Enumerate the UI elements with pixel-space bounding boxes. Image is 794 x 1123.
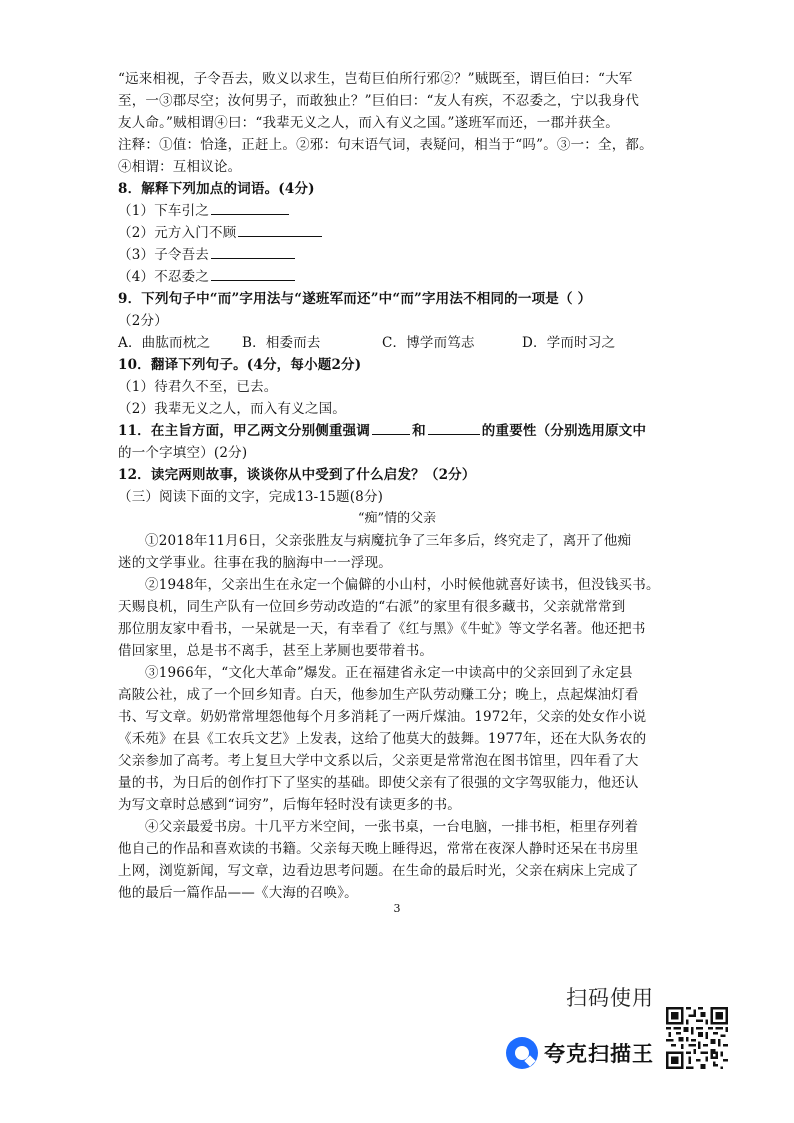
option-c[interactable]: C．博学而笃志 (382, 335, 475, 351)
paragraph-line: 他的最后一篇作品——《大海的召唤》。 (118, 885, 358, 901)
paragraph-line: ④父亲最爱书房。十几平方米空间，一张书桌，一台电脑，一排书柜，柜里存列着 (145, 819, 639, 835)
article-paragraph-4 (118, 816, 676, 904)
question-11-text: 的重要性（分别选用原文中 (481, 423, 647, 439)
question-9 (118, 288, 676, 354)
page-number: 3 (393, 902, 401, 915)
item-label: （1）下车引之 (118, 203, 209, 219)
paragraph-line: 书、写文章。奶奶常常埋怨他每个月多消耗了一两斤煤油。1972年，父亲的处女作小说 (118, 709, 647, 725)
option-b[interactable]: B．相委而去 (242, 335, 321, 351)
answer-blank[interactable] (428, 420, 480, 435)
section-3-head: （三）阅读下面的文字，完成13-15题(8分) (118, 489, 384, 505)
quark-logo-icon (506, 1037, 538, 1069)
annotation-line: ④相谓：互相议论。 (118, 159, 242, 175)
paragraph-line: 上网，浏览新闻，写文章，边看边思考问题。在生命的最后时光，父亲在病床上完成了 (118, 863, 639, 879)
paragraph-line: ②1948年，父亲出生在永定一个偏僻的小山村，小时候他就喜好读书，但没钱买书。 (145, 577, 660, 593)
paragraph-line: 他自己的作品和喜欢读的书籍。父亲每天晚上睡得迟，常常在夜深人静时还呆在书房里 (118, 841, 639, 857)
passage-line: “远来相视，子令吾去，败义以求生，岂荀巨伯所行邪②？”贼既至，谓巨伯曰：“大军 (118, 71, 633, 87)
option-a[interactable]: A．曲肱而枕之 (118, 335, 211, 351)
question-12-head: 12．读完两则故事，谈谈你从中受到了什么启发？（2分） (118, 467, 476, 483)
answer-blank[interactable] (211, 200, 289, 215)
question-11-text: 11．在主旨方面，甲乙两文分别侧重强调 (118, 423, 371, 439)
question-8-item (118, 200, 676, 222)
scan-watermark-text: 扫码使用 (566, 986, 654, 1010)
scanner-brand-name: 夸克扫描王 (544, 1042, 654, 1066)
answer-blank[interactable] (372, 420, 410, 435)
article-paragraph-1 (118, 530, 676, 574)
exam-page-content (118, 68, 676, 904)
passage-intro (118, 68, 676, 178)
question-10-item: （1）待君久不至，已去。 (118, 379, 278, 395)
paragraph-line: 那位朋友家中看书，一呆就是一天，有幸看了《红与黑》《牛虻》等文学名著。他还把书 (118, 621, 646, 637)
paragraph-line: 为写文章时总感到“词穷”，后悔年轻时没有读更多的书。 (118, 797, 462, 813)
paragraph-line: 高陂公社，成了一个回乡知青。白天，他参加生产队劳动赚工分；晚上，点起煤油灯看 (118, 687, 639, 703)
paragraph-line: ③1966年，“文化大革命”爆发。正在福建省永定一中读高中的父亲回到了永定县 (145, 665, 633, 681)
item-label: （4）不忍委之 (118, 269, 209, 285)
article-title: “痴”情的父亲 (357, 511, 437, 526)
question-11 (118, 420, 676, 464)
paragraph-line: 借回家里，总是书不离手，甚至上茅厕也要带着书。 (118, 643, 434, 659)
answer-blank[interactable] (211, 244, 295, 259)
question-10-item: （2）我辈无义之人，而入有义之国。 (118, 401, 346, 417)
passage-line: 至，一③郡尽空；汝何男子，而敢独止？”巨伯曰：“友人有疾，不忍委之，宁以我身代 (118, 93, 640, 109)
question-8 (118, 178, 676, 288)
question-11-line1 (118, 420, 676, 442)
paragraph-line: ①2018年11月6日，父亲张胜友与病魔抗争了三年多后，终究走了，离开了他痴 (145, 533, 632, 549)
question-9-options (118, 332, 676, 354)
scanner-brand (506, 1037, 654, 1069)
question-8-item (118, 266, 676, 288)
question-8-item (118, 244, 676, 266)
article-paragraph-2 (118, 574, 676, 662)
option-d[interactable]: D．学而时习之 (522, 335, 616, 351)
answer-blank[interactable] (211, 266, 295, 281)
item-label: （3）子令吾去 (118, 247, 209, 263)
paragraph-line: 《禾苑》在县《工农兵文艺》上发表，这给了他莫大的鼓舞。1977年，还在大队务农的 (118, 731, 647, 747)
answer-blank[interactable] (238, 222, 322, 237)
paragraph-line: 迷的文学事业。往事在我的脑海中一一浮现。 (118, 555, 392, 571)
annotation-line: 注释：①值：恰逢，正赶上。②邪：句末语气词，表疑问，相当于“吗”。③一：全，都。 (118, 137, 653, 153)
qr-code-icon[interactable] (666, 1007, 728, 1069)
question-12 (118, 464, 676, 486)
passage-line: 友人命。”贼相谓④曰：“我辈无义之人，而入有义之国。”遂班军而还，一郡并获全。 (118, 115, 620, 131)
section-3 (118, 486, 676, 904)
question-11-line2: 的一个字填空）(2分) (118, 445, 248, 461)
paragraph-line: 量的书，为日后的创作打下了坚实的基础。即使父亲有了很强的文字驾驭能力，他还认 (118, 775, 639, 791)
paragraph-line: 天赐良机，同生产队有一位回乡劳动改造的“右派”的家里有很多藏书，父亲就常常到 (118, 599, 626, 615)
question-9-head: 9．下列句子中“而”字用法与“遂班军而还”中“而”字用法不相同的一项是（ ） (118, 291, 592, 307)
article-paragraph-3 (118, 662, 676, 816)
item-label: （2）元方入门不顾 (118, 225, 237, 241)
question-11-text: 和 (412, 423, 426, 439)
question-10 (118, 354, 676, 420)
question-8-item (118, 222, 676, 244)
paragraph-line: 父亲参加了高考。考上复旦大学中文系以后，父亲更是常常泡在图书馆里，四年看了大 (118, 753, 639, 769)
question-9-points: （2分） (118, 313, 168, 329)
question-10-head: 10．翻译下列句子。(4分，每小题2分) (118, 357, 362, 373)
question-8-head: 8．解释下列加点的词语。(4分) (118, 181, 315, 197)
